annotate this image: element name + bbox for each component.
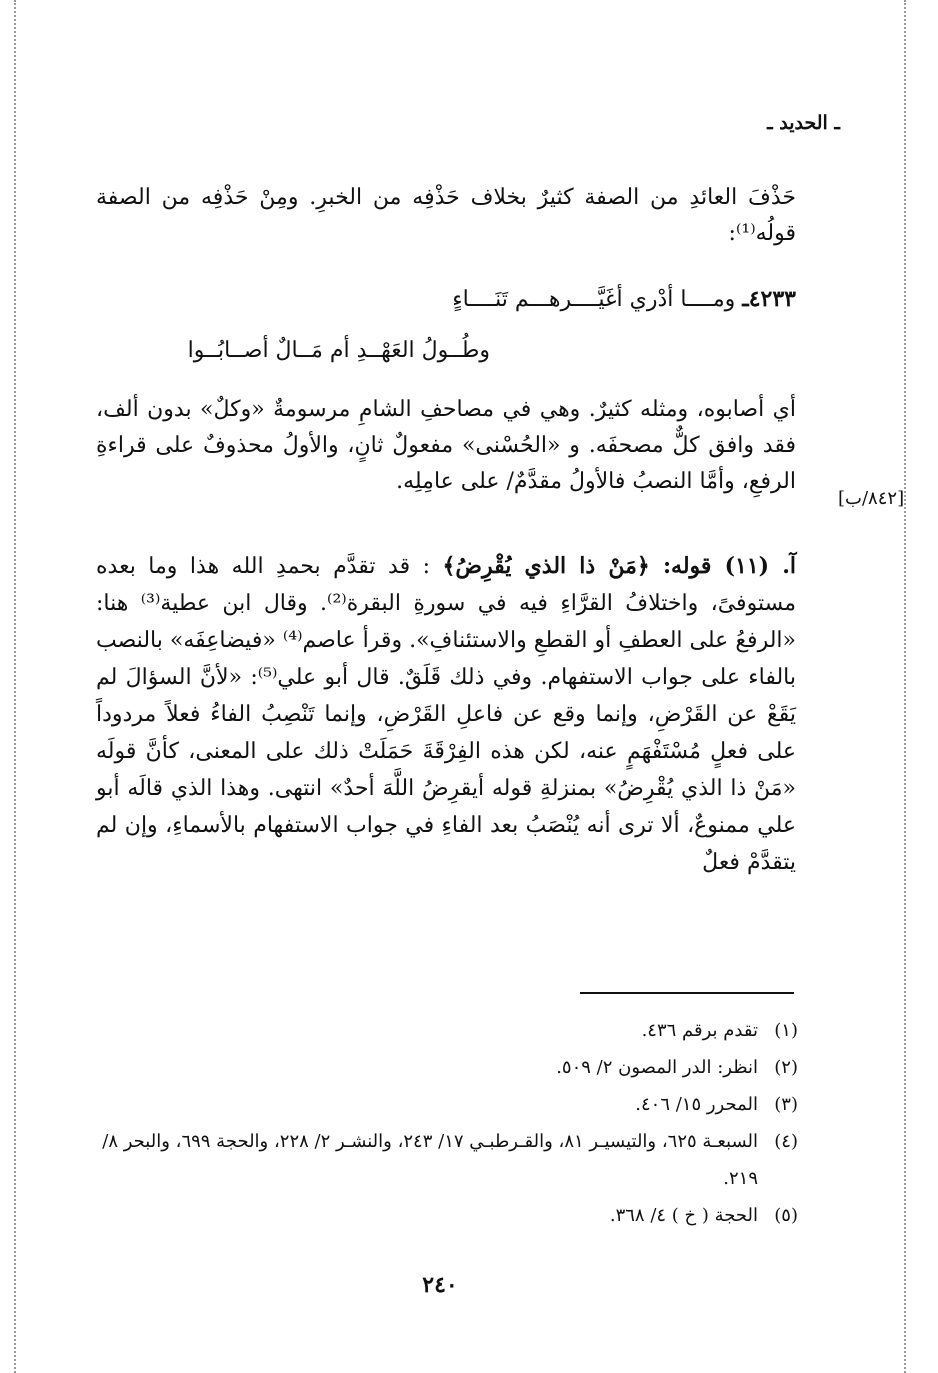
footnote-item [98, 1012, 798, 1049]
footnote-text: المحرر ١٥/ ٤٠٦. [635, 1094, 758, 1115]
footnote-divider [580, 992, 794, 994]
paragraph-3-text [96, 548, 796, 881]
verse-line-2-text: وطُــولُ العَهْــدِ أم مَــالٌ أصــابُــوا [187, 338, 490, 363]
footnote-item [98, 1197, 798, 1234]
footnote-number: (١) [774, 1020, 798, 1041]
footnote-text: الحجة ( خ ) ٤/ ٣٦٨. [609, 1205, 758, 1226]
footnote-number: (٢) [774, 1057, 798, 1078]
footnote-item [98, 1049, 798, 1086]
paragraph-1 [96, 180, 796, 252]
verse-line-2 [188, 338, 490, 363]
footnotes [98, 1012, 798, 1234]
footnote-number: (٤) [774, 1131, 798, 1152]
running-header: ـ الحديد ـ [767, 112, 840, 134]
margin-reference: [٨٤٢/ب] [838, 488, 905, 509]
footnote-item [98, 1123, 798, 1197]
footnote-text: تقدم برقم ٤٣٦. [641, 1020, 758, 1041]
footnote-text: انظر: الدر المصون ٢/ ٥٠٩. [556, 1057, 758, 1078]
paragraph-1-text: حَذْفَ العائدِ من الصفة كثيرٌ بخلاف حَذْفِه من الخبرِ. ومِنْ حَذْفِه من الصفة قولُه⁽¹⁾: [96, 185, 796, 246]
footnote-item [98, 1086, 798, 1123]
footnote-text: السبعـة ٦٢٥، والتيسيـر ٨١، والقـرطبـي ١٧/ ٢٤٣، والنشـر ٢/ ٢٢٨، والحجة ٦٩٩، والبحر ٨/ ٢١٩. [102, 1131, 758, 1189]
footnote-number: (٣) [774, 1094, 798, 1115]
paragraph-2-text: أي أصابوه، ومثله كثيرٌ. وهي في مصاحفِ الشامِ مرسومةٌ «وكلٌ» بدون ألف، فقد وافق كلٌّ مصحفَه. و «الحُسْنى» مفعولٌ ثانٍ، والأولُ محذوفٌ على قراءةِ الرفعِ، وأمَّا النصبُ فالأولُ مقدَّمٌ/ على عامِلِه. [96, 397, 796, 494]
verse-number: ٤٢٣٣ـ [742, 286, 796, 312]
verse-line-1-text: ومــــا أدْري أغَيَّــــرهـــم تَنَــــاءٍ [452, 287, 736, 312]
footnote-number: (٥) [774, 1205, 798, 1226]
verse-line-1 [452, 286, 796, 312]
page-number: ٢٤٠ [422, 1272, 458, 1298]
verse-citation: آ. (١١) قوله: ﴿مَنْ ذا الذي يُقْرِضُ﴾ [442, 553, 796, 579]
paragraph-3 [96, 548, 796, 881]
paragraph-2 [96, 392, 796, 500]
paragraph-3-body: : قد تقدَّم بحمدِ الله هذا وما بعده مستوفىً، واختلافُ القرَّاءِ فيه في سورةِ البقرة⁽²⁾. وقال ابن عطية⁽³⁾ هنا: «الرفعُ على العطفِ أو القطعِ والاستئنافِ». وقرأ عاصم⁽⁴⁾ «فيضاعِفَه» بالنصب بالفاء على جواب الاستفهام. وفي ذلك قَلَقٌ. قال أبو علي⁽⁵⁾: «لأنَّ السؤالَ لم يَقَعْ عن القَرْضِ، وإنما وقع عن فاعلِ القَرْضِ، وإنما تَنْصِبُ الفاءُ فعلاً مردوداً على فعلٍ مُسْتَفْهَمٍ عنه، لكن هذه الفِرْقَةَ حَمَلَتْ ذلك على المعنى، كأنَّ قولَه «مَنْ ذا الذي يُقْرِضُ» بمنزلةِ قوله أيقرِضُ اللَّهَ أحدٌ» انتهى. وهذا الذي قالَه أبو علي ممنوعٌ، ألا ترى أنه يُنْصَبُ بعد الفاءِ في جواب الاستفهام بالأسماءِ، وإن لم يتقدَّمْ فعلٌ [96, 554, 796, 875]
